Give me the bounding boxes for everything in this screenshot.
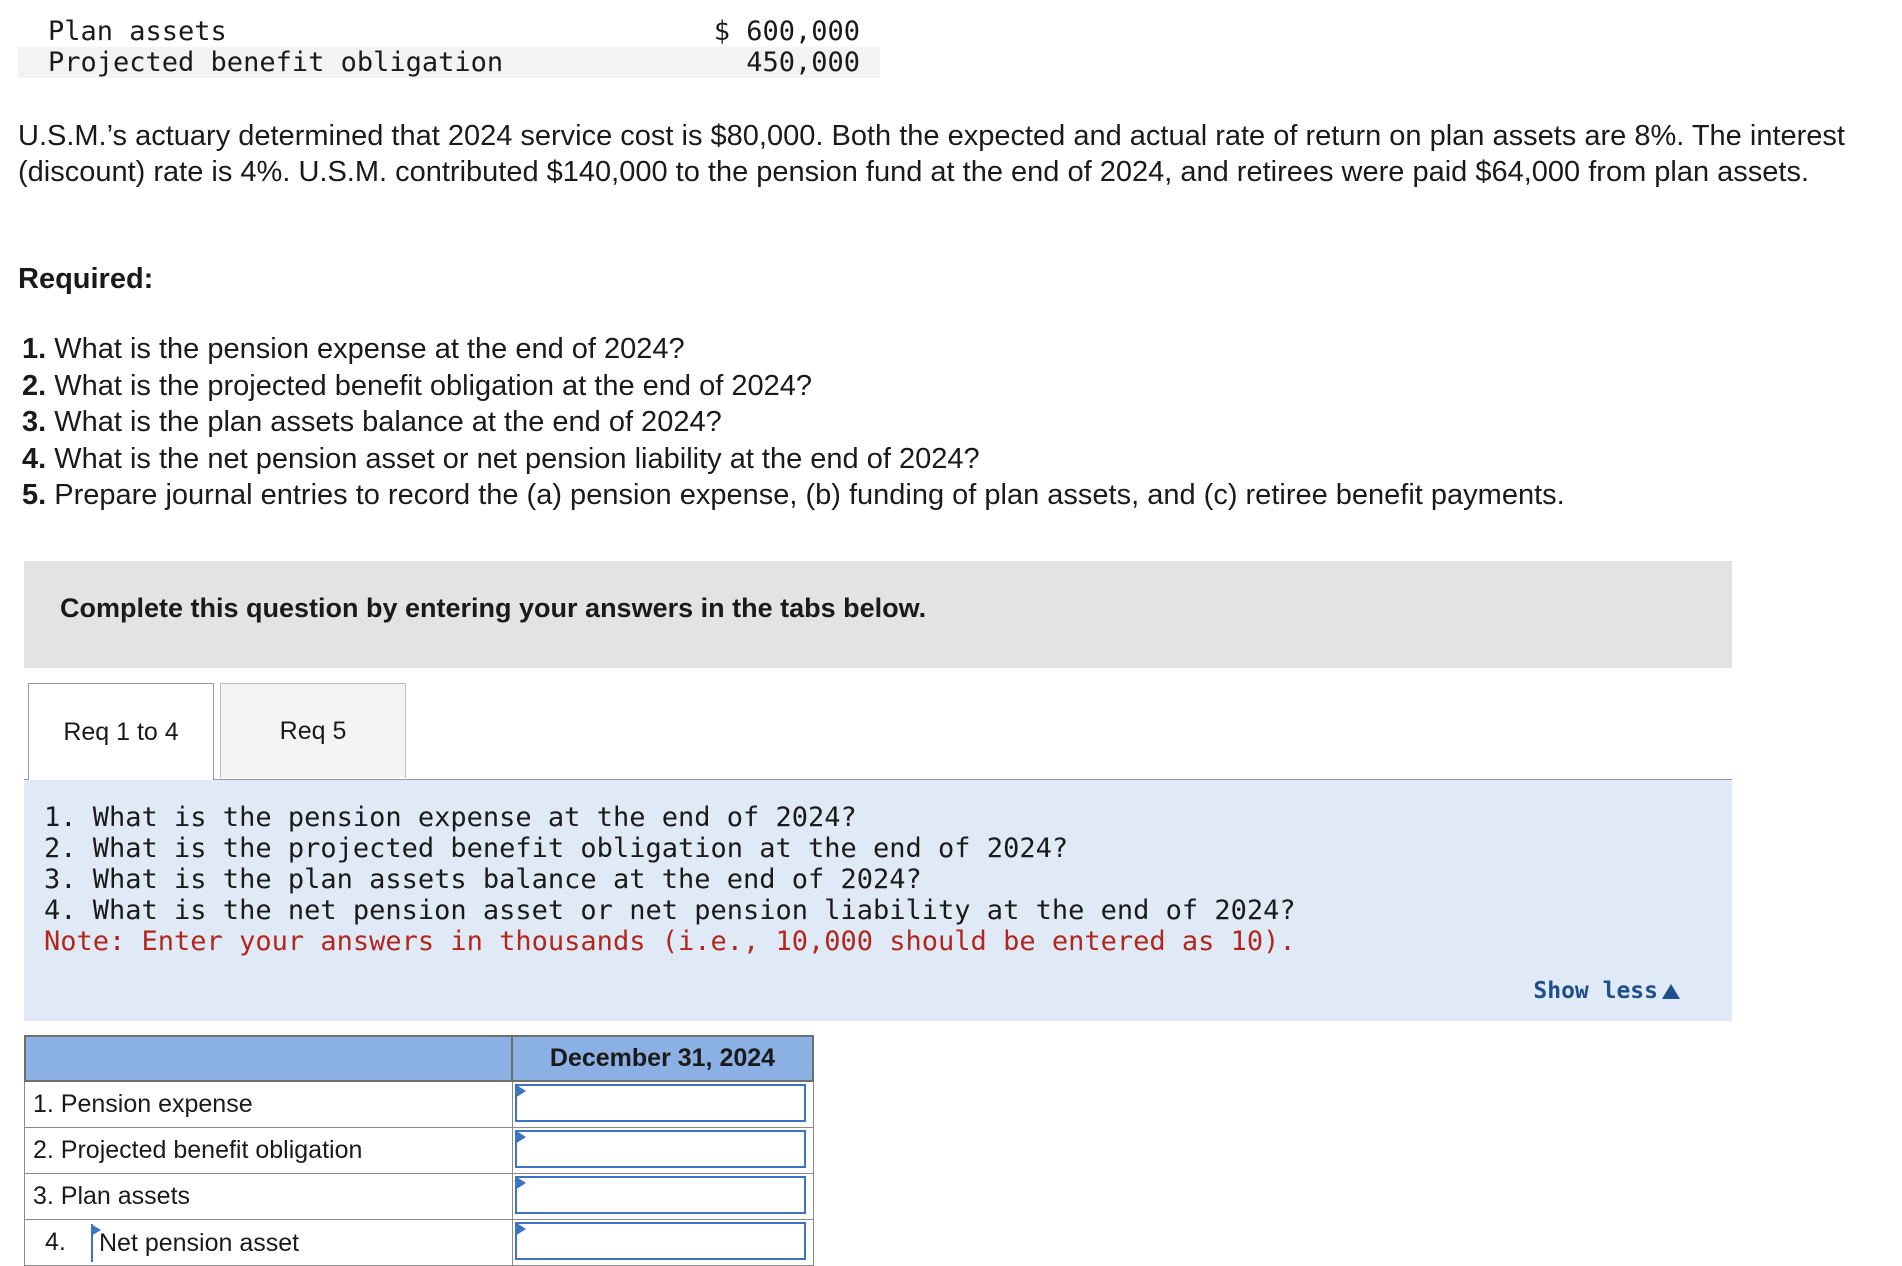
answer-table bbox=[24, 1035, 814, 1266]
show-less-link[interactable] bbox=[1533, 978, 1680, 1004]
answer-cell bbox=[513, 1128, 814, 1174]
required-item bbox=[22, 477, 1565, 514]
given-value: 450,000 bbox=[746, 47, 860, 78]
pbo-input[interactable] bbox=[515, 1130, 806, 1168]
tab-req-1-to-4[interactable]: Req 1 to 4 bbox=[28, 683, 214, 780]
answer-cell bbox=[513, 1220, 814, 1266]
flag-icon bbox=[515, 1084, 526, 1098]
instructions-text: Complete this question by entering your answers in the tabs below. bbox=[60, 593, 927, 623]
given-value: $ 600,000 bbox=[713, 16, 860, 47]
required-text: What is the plan assets balance at the end of 2024? bbox=[54, 406, 722, 438]
given-data-table bbox=[18, 16, 880, 78]
required-num: 2. bbox=[22, 369, 47, 402]
flag-icon bbox=[515, 1222, 526, 1236]
required-num: 4. bbox=[22, 442, 47, 475]
required-item bbox=[22, 441, 1565, 478]
row-label bbox=[24, 1220, 513, 1266]
required-heading: Required: bbox=[18, 263, 154, 295]
required-num: 3. bbox=[22, 406, 47, 438]
table-row bbox=[24, 1082, 814, 1128]
required-text: Prepare journal entries to record the (a) pension expense, (b) funding of plan assets, and (c) retiree benefit payments. bbox=[54, 479, 1565, 511]
required-list bbox=[22, 331, 1565, 514]
net-pension-input[interactable] bbox=[515, 1222, 806, 1260]
required-num: 5. bbox=[22, 479, 47, 511]
tab-req-5[interactable]: Req 5 bbox=[220, 683, 406, 778]
intro-paragraph: U.S.M.’s actuary determined that 2024 service cost is $80,000. Both the expected and actual rate of return on plan assets are 8%. The interest (discount) rate is 4%. U.S.M. contributed $140,000 to the pension fund at the end of 2024, and retirees were paid $64,000 from plan assets. bbox=[18, 120, 1845, 188]
triangle-up-icon bbox=[1662, 984, 1680, 999]
panel-question: 4. What is the net pension asset or net pension liability at the end of 2024? bbox=[44, 895, 1296, 926]
panel-question: 1. What is the pension expense at the end of 2024? bbox=[44, 802, 857, 833]
tab-bar bbox=[24, 683, 1732, 780]
required-text: What is the net pension asset or net pension liability at the end of 2024? bbox=[54, 442, 980, 475]
answer-header-row bbox=[24, 1035, 814, 1082]
net-pension-select[interactable] bbox=[91, 1224, 299, 1262]
panel-question: 3. What is the plan assets balance at the end of 2024? bbox=[44, 864, 922, 895]
flag-icon bbox=[515, 1176, 526, 1190]
row-label: 2. Projected benefit obligation bbox=[24, 1128, 513, 1174]
question-panel bbox=[24, 780, 1732, 1021]
panel-question: 2. What is the projected benefit obligation at the end of 2024? bbox=[44, 833, 1069, 864]
required-text: What is the pension expense at the end of 2024? bbox=[54, 333, 685, 365]
given-label: Projected benefit obligation bbox=[48, 47, 504, 78]
pension-expense-input[interactable] bbox=[515, 1084, 806, 1122]
show-less-label: Show less bbox=[1533, 978, 1658, 1004]
required-text: What is the projected benefit obligation at the end of 2024? bbox=[54, 369, 813, 402]
flag-icon bbox=[515, 1130, 526, 1144]
answer-cell bbox=[513, 1082, 814, 1128]
row-label: 1. Pension expense bbox=[24, 1082, 513, 1128]
table-row bbox=[24, 1220, 814, 1266]
table-row bbox=[24, 1128, 814, 1174]
required-num: 1. bbox=[22, 333, 47, 365]
given-row-pbo bbox=[18, 47, 880, 78]
answer-column-header: December 31, 2024 bbox=[513, 1035, 814, 1082]
given-label: Plan assets bbox=[48, 16, 227, 47]
given-row-plan-assets bbox=[18, 16, 880, 47]
table-row bbox=[24, 1174, 814, 1220]
required-item bbox=[22, 331, 1565, 368]
row-label: 3. Plan assets bbox=[24, 1174, 513, 1220]
required-item bbox=[22, 368, 1565, 405]
panel-note: Note: Enter your answers in thousands (i.e., 10,000 should be entered as 10). bbox=[44, 926, 1296, 957]
answer-cell bbox=[513, 1174, 814, 1220]
answer-header-blank bbox=[24, 1035, 513, 1082]
required-item bbox=[22, 404, 1565, 441]
flag-icon bbox=[91, 1224, 101, 1236]
net-pension-select-value: Net pension asset bbox=[99, 1228, 300, 1257]
instructions-box bbox=[24, 561, 1732, 668]
plan-assets-input[interactable] bbox=[515, 1176, 806, 1214]
row-number: 4. bbox=[45, 1228, 66, 1256]
